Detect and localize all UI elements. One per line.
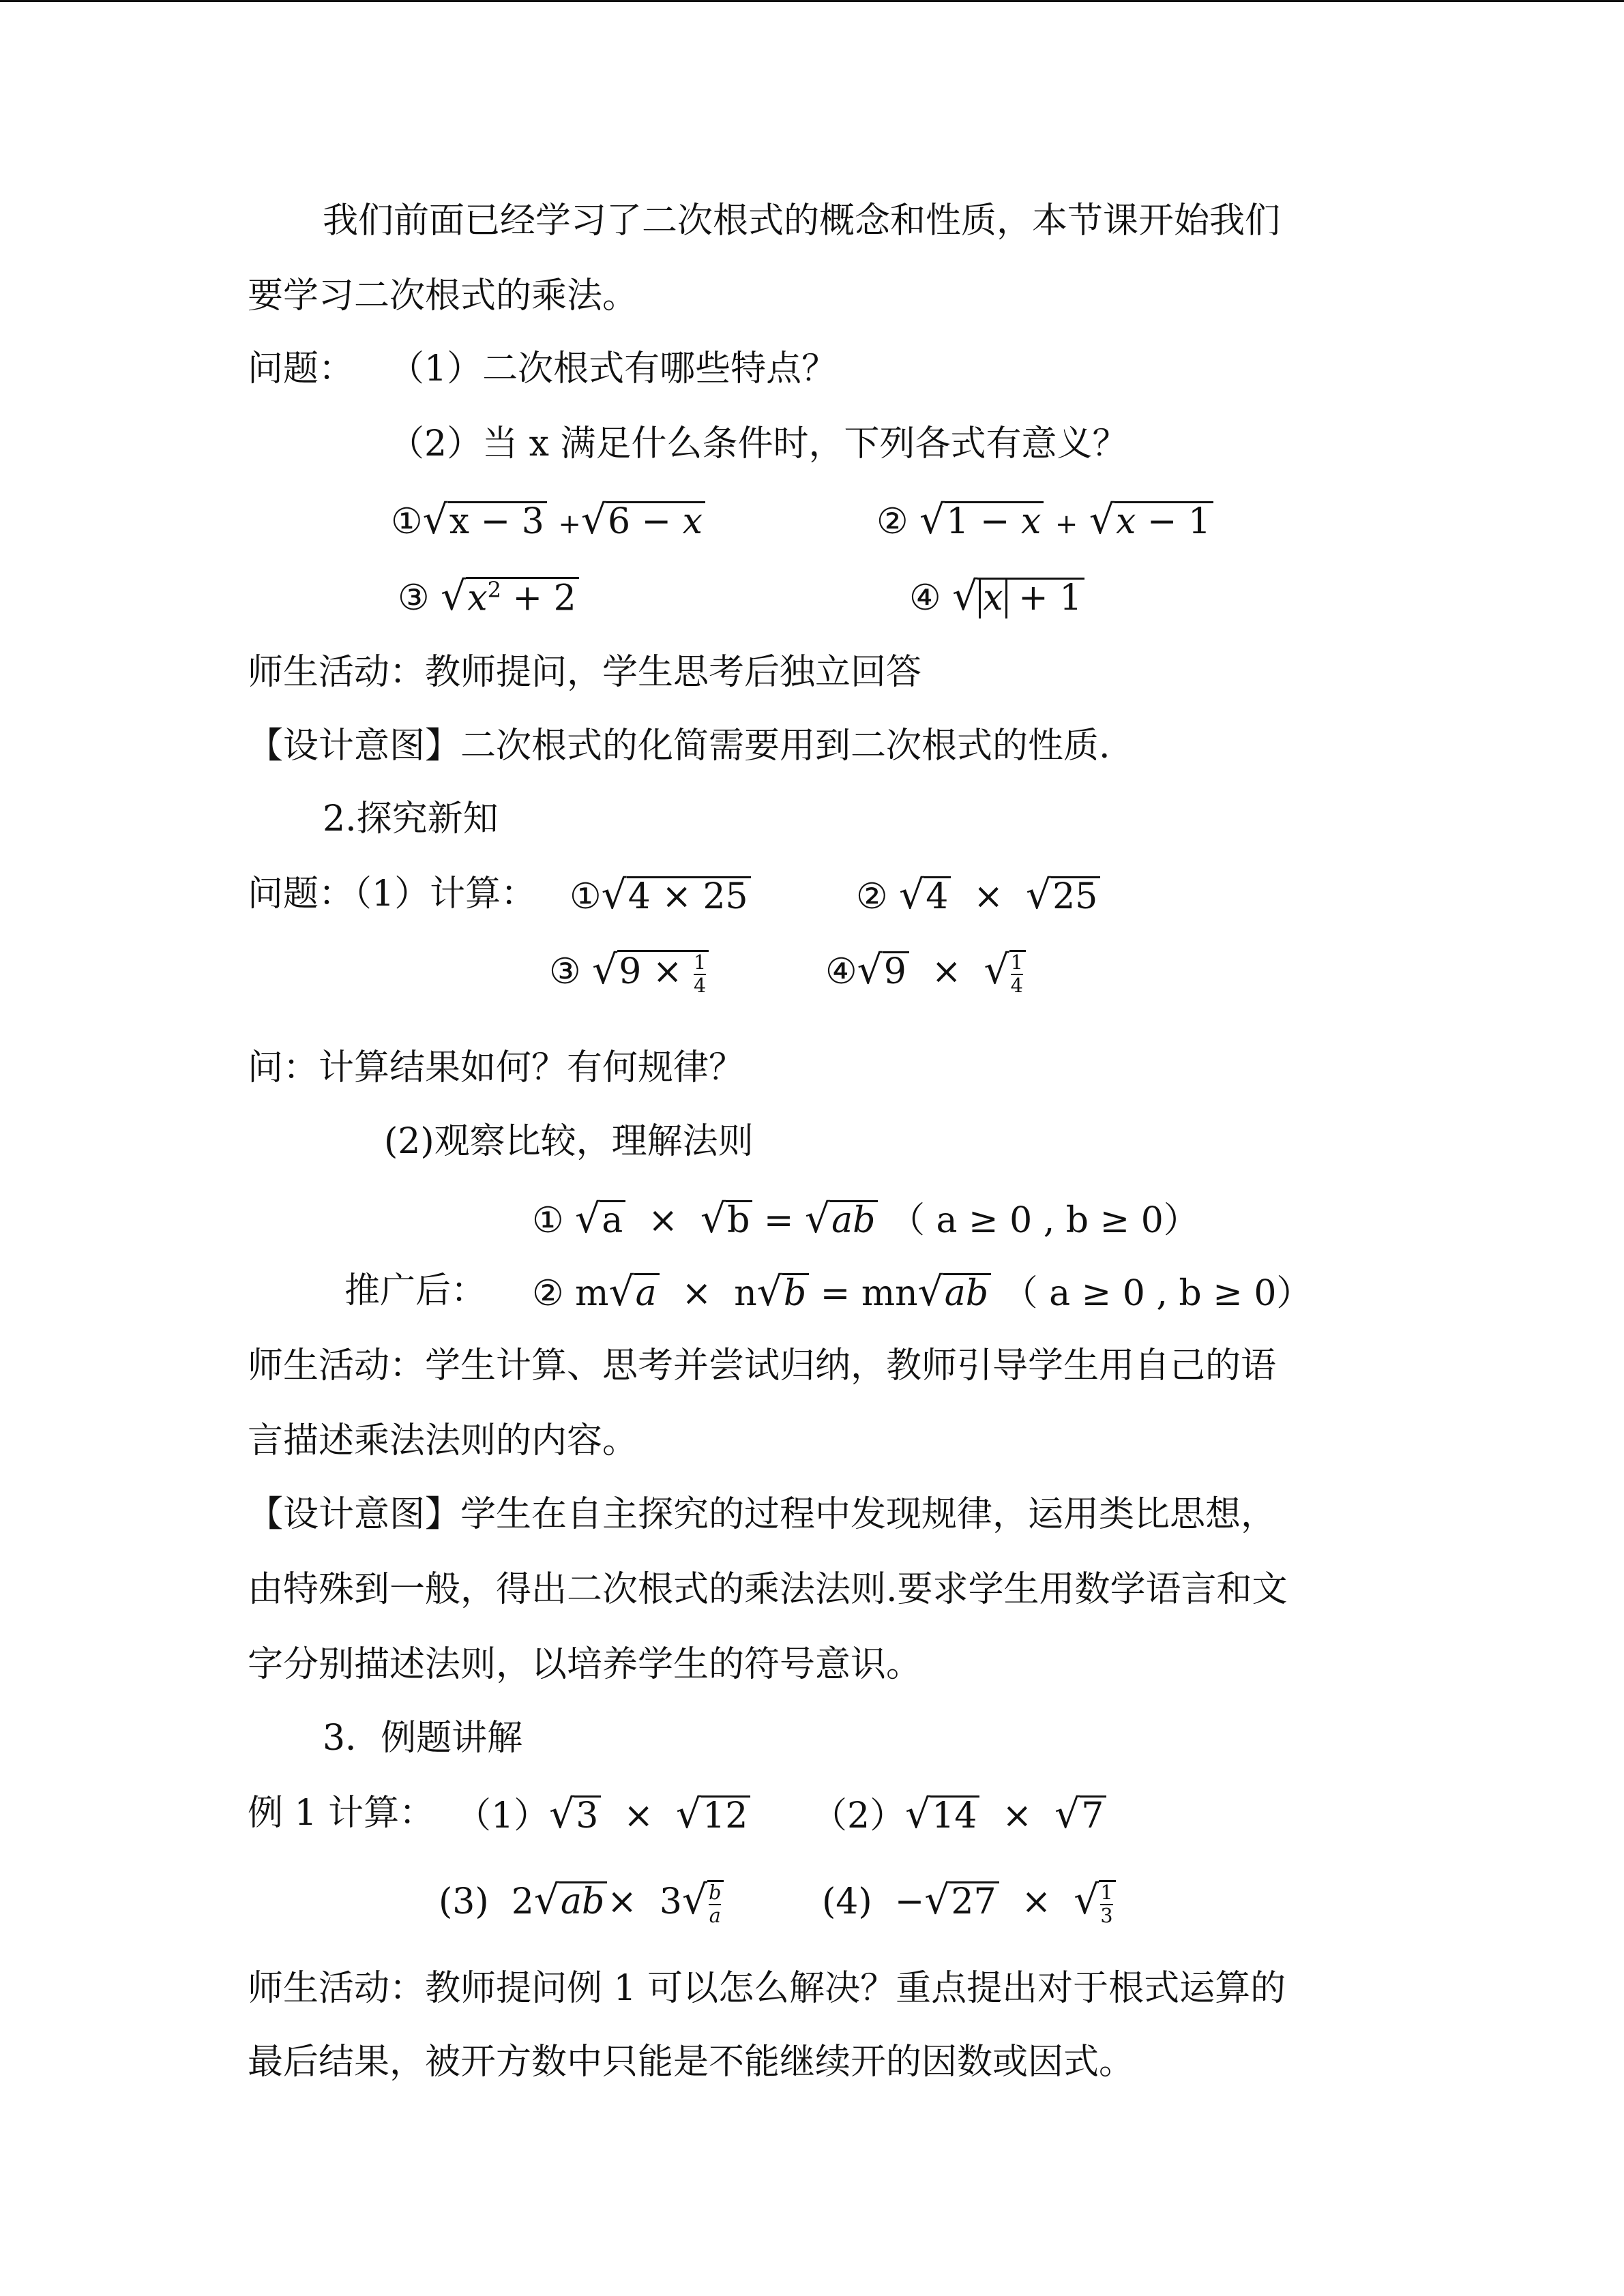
expr-2: ② √1 − x + √x − 1 [876, 496, 1213, 544]
question-1-label: 问题： [248, 348, 355, 389]
activity-2-line-1: 师生活动：学生计算、思考并尝试归纳，教师引导学生用自己的语 [248, 1345, 1277, 1386]
top-border-line [0, 0, 1624, 2]
example-1-label: 例 1 计算： [248, 1793, 435, 1834]
example-1-part-2: （2）√14 × √7 [812, 1791, 1106, 1838]
rule-1: ① √a × √b = √ab （ a ≥ 0 , b ≥ 0） [532, 1195, 1199, 1242]
activity-3-line-1: 师生活动：教师提问例 1 可以怎么解决？重点提出对于根式运算的 [248, 1968, 1286, 2009]
question-1-item-1: （1）二次根式有哪些特点？ [389, 348, 838, 389]
question-1-item-2: （2）当 x 满足什么条件时，下列各式有意义？ [389, 423, 1128, 464]
design-intent-2-line-2: 由特殊到一般，得出二次根式的乘法法则.要求学生用数学语言和文 [248, 1569, 1288, 1610]
rule-2: ② m√a × n√b = mn√ab （ a ≥ 0 , b ≥ 0） [532, 1268, 1312, 1315]
design-intent-2-line-1: 【设计意图】学生在自主探究的过程中发现规律，运用类比思想， [248, 1494, 1277, 1535]
calc-1: ①√4 × 25 [570, 871, 751, 919]
question-ask: 问：计算结果如何？有何规律？ [248, 1047, 745, 1088]
intro-line-1: 我们前面已经学习了二次根式的概念和性质，本节课开始我们 [323, 200, 1281, 241]
section-2-heading: 2.探究新知 [323, 799, 499, 839]
activity-1: 师生活动：教师提问，学生思考后独立回答 [248, 652, 922, 693]
design-intent-2-line-3: 字分别描述法则，以培养学生的符号意识。 [248, 1644, 922, 1685]
question-2-part-2: (2)观察比较，理解法则 [384, 1121, 754, 1162]
section-3-heading: 3．例题讲解 [323, 1718, 523, 1759]
calc-3: ③ √9 × $\frac{1}{4}$ [549, 946, 709, 996]
design-intent-1: 【设计意图】二次根式的化简需要用到二次根式的性质. [248, 726, 1110, 766]
rule-2-label: 推广后： [344, 1270, 487, 1311]
calc-4: ④√9 × √ $\frac{1}{4}$ [825, 946, 1026, 996]
expr-1: ①√x − 3 +√6 − x [391, 496, 705, 544]
example-1-part-4: (4) −√27 × √ $\frac{1}{3}$ [822, 1877, 1116, 1926]
expr-3: ③ $√x^2 + 2$ [398, 573, 579, 621]
expr-4: ④ √ x + 1 [909, 573, 1084, 621]
question-2-label: 问题：（1）计算： [248, 874, 537, 914]
calc-2: ② √4 × √25 [856, 871, 1100, 919]
example-1-part-1: （1）√3 × √12 [456, 1791, 750, 1838]
intro-line-2: 要学习二次根式的乘法。 [248, 275, 638, 316]
activity-2-line-2: 言描述乘法法则的内容。 [248, 1420, 638, 1461]
activity-3-line-2: 最后结果，被开方数中只能是不能继续开的因数或因式。 [248, 2042, 1135, 2083]
example-1-part-3: (3) 2√ab× 3√ $\frac{b}{a}$ [439, 1877, 724, 1926]
